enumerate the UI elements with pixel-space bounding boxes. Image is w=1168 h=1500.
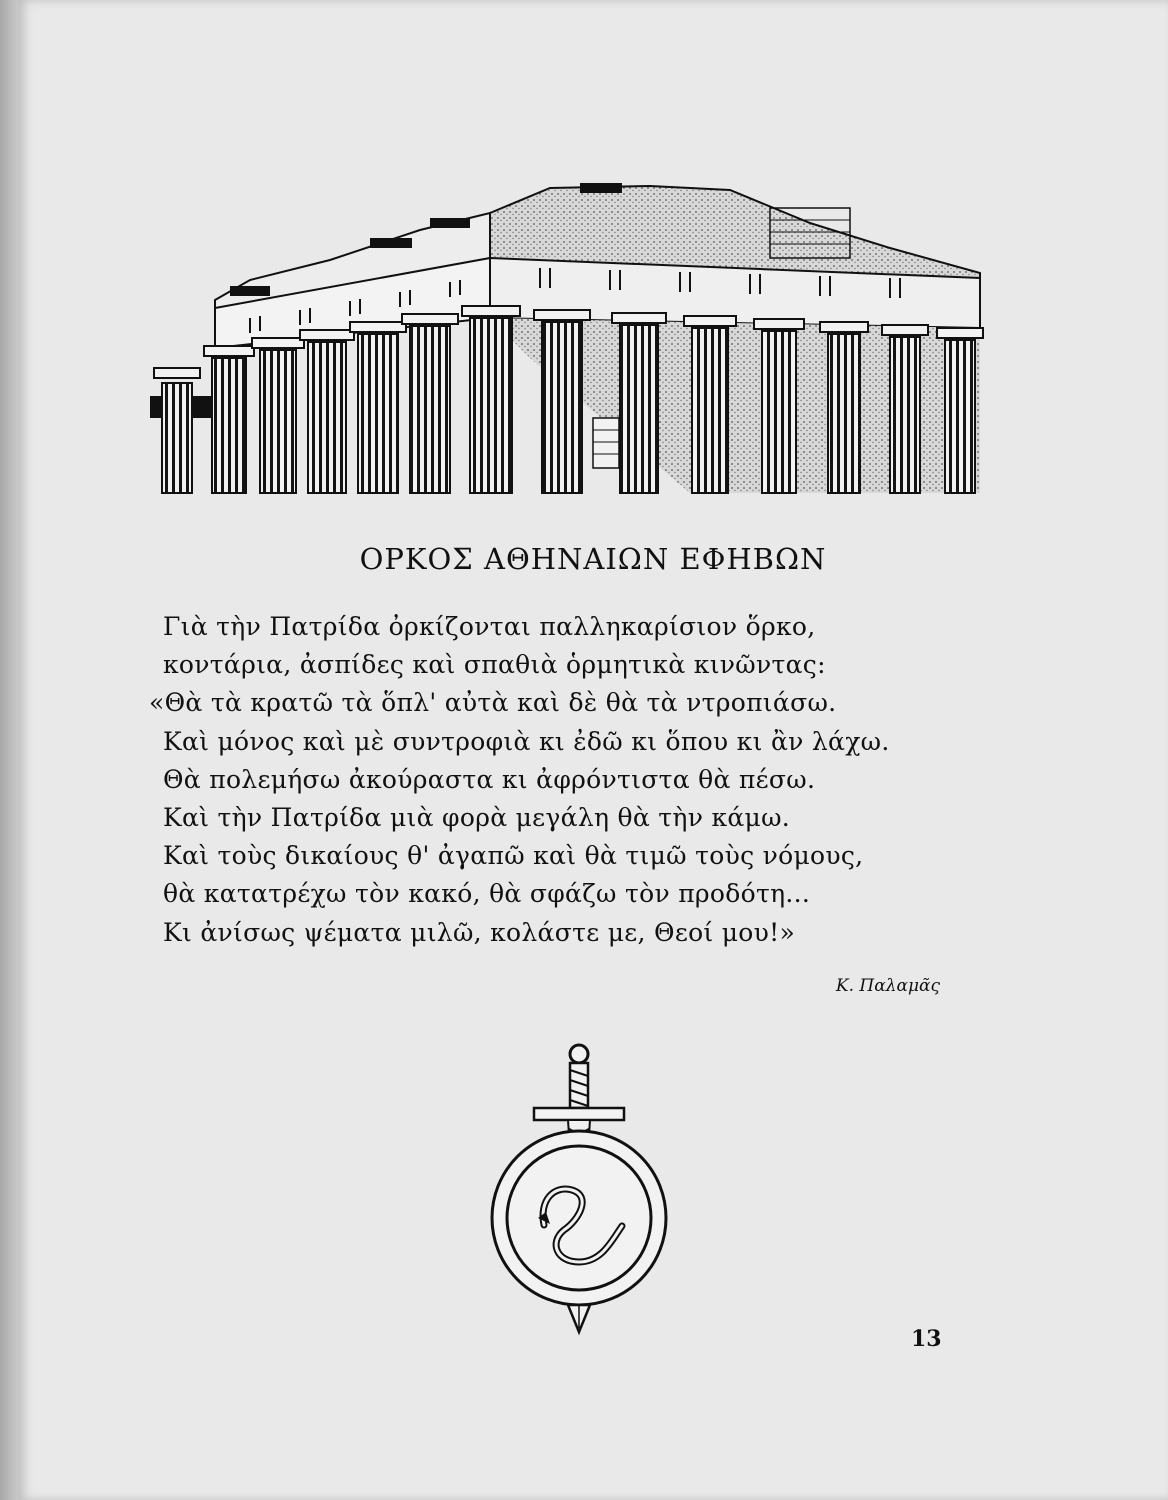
poem-line: Γιὰ τὴν Πατρίδα ὀρκίζονται παλληκαρίσιον ὅρκο,	[163, 612, 816, 641]
poem-line: «Θὰ τὰ κρατῶ τὰ ὅπλ' αὐτὰ καὶ δὲ θὰ τὰ ντροπιάσω.	[149, 688, 837, 718]
poem-line: Καὶ τοὺς δικαίους θ' ἀγαπῶ καὶ θὰ τιμῶ τοὺς νόμους,	[163, 841, 864, 871]
poem-line: Θὰ πολεμήσω ἀκούραστα κι ἀφρόντιστα θὰ πέσω.	[163, 764, 816, 794]
poem-author: Κ. Παλαμᾶς	[835, 976, 940, 996]
sword-serpent-emblem-icon	[484, 1040, 674, 1340]
poem-line: Κι ἀνίσως ψέματα μιλῶ, κολάστε με, Θεοί μου!»	[163, 917, 796, 947]
page-number: 13	[911, 1326, 942, 1352]
poem-line: κοντάρια, ἀσπίδες καὶ σπαθιὰ ὁρμητικὰ κινῶντας:	[163, 650, 826, 680]
poem-line: Καὶ μόνος καὶ μὲ συντροφιὰ κι ἐδῶ κι ὅπου κι ἂν λάχω.	[163, 726, 890, 756]
poem-line: θὰ κατατρέχω τὸν κακό, θὰ σφάζω τὸν προδότη...	[163, 879, 811, 909]
parthenon-illustration	[130, 168, 992, 500]
book-page	[18, 0, 1168, 1500]
book-spine-edge	[0, 0, 18, 1500]
poem	[149, 608, 1003, 952]
poem-line: Καὶ τὴν Πατρίδα μιὰ φορὰ μεγάλη θὰ τὴν κάμω.	[163, 803, 791, 833]
page-title: ΟΡΚΟΣ ΑΘΗΝΑΙΩΝ ΕΦΗΒΩΝ	[359, 542, 827, 576]
